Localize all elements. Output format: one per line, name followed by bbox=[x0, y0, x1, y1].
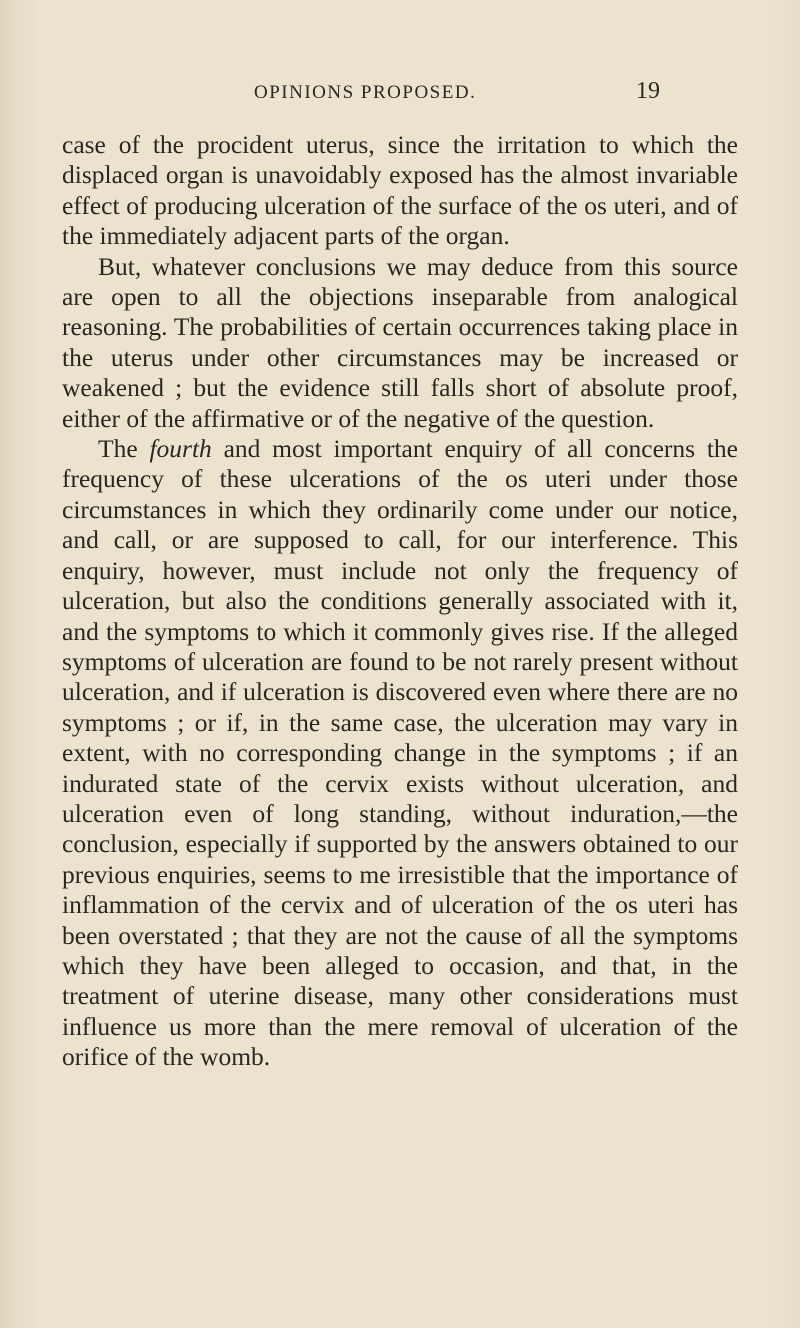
paragraph-1: case of the procident uterus, since the irritation to which the displaced organ is unavoidably exposed has the almost invariable effect of producing ulceration of the surface of the os uteri, and of the immediately adjacent parts of the organ. bbox=[62, 130, 738, 251]
paragraph-3 bbox=[62, 434, 738, 1073]
paragraph-3-emphasis: fourth bbox=[149, 434, 212, 464]
running-title: OPINIONS PROPOSED. bbox=[254, 82, 477, 103]
body-text bbox=[62, 130, 738, 1073]
paragraph-3-lead: The bbox=[98, 434, 138, 464]
page-number: 19 bbox=[636, 78, 660, 104]
paragraph-2: But, whatever conclusions we may deduce from this source are open to all the objections inseparable from analogical reasoning. The probabilities of certain occurrences taking place in the uterus under other circumstances may be increased or weakened ; but the evidence still falls short of absolute proof, either of the affirmative or of the negative of the question. bbox=[62, 251, 738, 433]
paragraph-3-text: and most important enquiry of all concerns the frequency of these ulcerations of the os uteri under those circumstances in which they ordinarily come under our notice, and call, or are supposed to call, for our interference. This enquiry, however, must include not only the frequency of ulceration, but also the conditions generally associated with it, and the symptoms to which it commonly gives rise. If the alleged symptoms of ulceration are found to be not rarely present without ulceration, and if ulceration is discovered even where there are no symptoms ; or if, in the same case, the ulceration may vary in extent, with no corresponding change in the symptoms ; if an indurated state of the cervix exists without ulceration, and ulceration even of long standing, without induration,—the conclusion, especially if supported by the answers obtained to our previous enquiries, seems to me irresistible that the importance of inflammation of the cervix and of ulceration of the os uteri has been overstated ; that they are not the cause of all the symptoms which they have been alleged to occasion, and that, in the treatment of uterine disease, many other considerations must influence us more than the mere removal of ulceration of the orifice of the womb. bbox=[62, 434, 738, 1072]
